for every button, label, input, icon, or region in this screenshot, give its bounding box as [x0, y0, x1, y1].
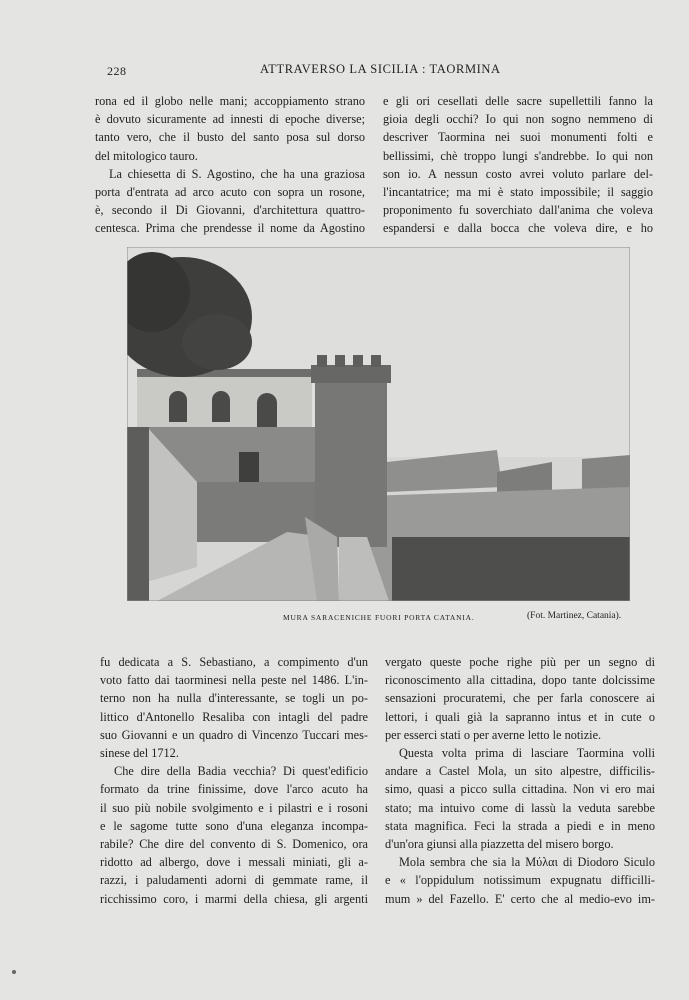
text-line: razzi, i paludamenti adorni di gemmate rame, il	[100, 873, 368, 888]
photograph-saracen-walls	[127, 247, 630, 601]
photo-credit: (Fot. Martinez, Catania).	[527, 611, 622, 621]
text-line: rona ed il globo nelle mani; accoppiamento strano	[95, 94, 365, 108]
text-line: simo, quasi a picco sulla cittadina. Non vi ero mai	[385, 782, 655, 797]
text-line: sensazioni procuratemi, che per farla conoscere ai	[385, 691, 655, 706]
text-line: bellissimi, chè troppo lungi s'andrebbe. Io qui non	[383, 148, 653, 163]
text-line: mum » del Fazello. E' certo che al medio-evo im-	[385, 891, 655, 906]
text-line: descriver Taormina nei suoi monumenti folti e	[383, 130, 653, 145]
text-line: formato da trine finissime, dove l'arco acuto ha	[100, 782, 368, 797]
text-line: e gli ori cesellati delle sacre supellettili fanno la	[383, 94, 653, 108]
text-line: gioia degli occhi? Io qui non sogno nemmeno di	[383, 112, 653, 127]
text-line: littico d'Antonello Resaliba con intagli del padre	[100, 709, 368, 724]
text-line: il suo più nobile svolgimento e i pilastri e i rosoni	[100, 800, 368, 815]
text-line: l'incantatrice; ma mi è stato impossibile; il saggio	[383, 185, 653, 200]
text-line: andare a Castel Mola, un sito alpestre, difficilis-	[385, 764, 655, 779]
text-line: rabile? Che dire del convento di S. Domenico, ora	[100, 837, 368, 852]
text-line: Questa volta prima di lasciare Taormina volli	[399, 746, 655, 761]
text-line: ridotto ad albergo, dove i messali miniati, gli a-	[100, 855, 368, 870]
text-line: e le sagome tutte sono d'una eleganza incompa-	[100, 818, 368, 833]
text-line: centesca. Prima che prendesse il nome da Agostino	[95, 221, 365, 236]
text-line: è dovuto sicuramente ad innesti di epoche diverse;	[95, 112, 365, 127]
text-line: fu dedicata a S. Sebastiano, a compimento d'un	[100, 655, 368, 669]
text-column-top-right	[383, 92, 653, 238]
text-column-bottom-left	[100, 653, 368, 908]
text-line: e « l'oppidulum notissimum expugnatu difficilli-	[385, 873, 655, 888]
text-line: del mitologico tauro.	[95, 148, 198, 163]
margin-dot	[12, 970, 16, 974]
text-line: stato; ma intuivo come di lassù la veduta sarebbe	[385, 800, 655, 815]
text-line: voto fatto dai taorminesi nella peste nel 1486. L'in-	[100, 673, 368, 688]
text-line: porta d'entrata ad arco acuto con sopra un rosone,	[95, 185, 365, 200]
text-line: proponimento fu soverchiato dall'anima che voleva	[383, 203, 653, 218]
text-line: terno non ha nulla d'interessante, se togli un po-	[100, 691, 368, 706]
running-head: ATTRAVERSO LA SICILIA : TAORMINA	[260, 62, 501, 76]
text-line: stata magnifica. Feci la strada a piedi e in meno	[385, 818, 655, 833]
text-line: per esserci stati o per averne letto le notizie.	[385, 727, 602, 742]
text-line: vergato queste poche righe più per un segno di	[385, 655, 655, 669]
text-line: Che dire della Badia vecchia? Di quest'edificio	[114, 764, 368, 779]
text-line: è, secondo il Di Giovanni, d'architettura quattro-	[95, 203, 365, 218]
page-number: 228	[107, 64, 127, 78]
text-line: La chiesetta di S. Agostino, che ha una graziosa	[109, 166, 365, 181]
text-line: lettori, i quali già la sapranno intus et in cute o	[385, 709, 655, 724]
text-line: d'un'ora giunsi alla piazzetta del misero borgo.	[385, 837, 614, 852]
text-line: sinese del 1712.	[100, 746, 179, 761]
text-line: Mola sembra che sia la Μύλαι di Diodoro Siculo	[399, 855, 655, 870]
figure-caption: MURA SARACENICHE FUORI PORTA CATANIA.	[283, 613, 475, 622]
text-line: riconoscimento alla cittadina, dopo tante dolcissime	[385, 673, 655, 688]
text-line: tanto vero, che il busto del santo posa sul dorso	[95, 130, 365, 145]
text-line: suo Giovanni e un quadro di Vincenzo Tuccari mes-	[100, 727, 368, 742]
text-line: ricchissimo coro, i marmi della chiesa, gli argenti	[100, 891, 368, 906]
text-column-top-left	[95, 92, 365, 238]
text-line: son io. A nessun costo avrei voluto parlare del-	[383, 166, 653, 181]
text-column-bottom-right	[385, 653, 655, 908]
text-line: espandersi e dalla bocca che voleva dire, e ho	[383, 221, 653, 236]
